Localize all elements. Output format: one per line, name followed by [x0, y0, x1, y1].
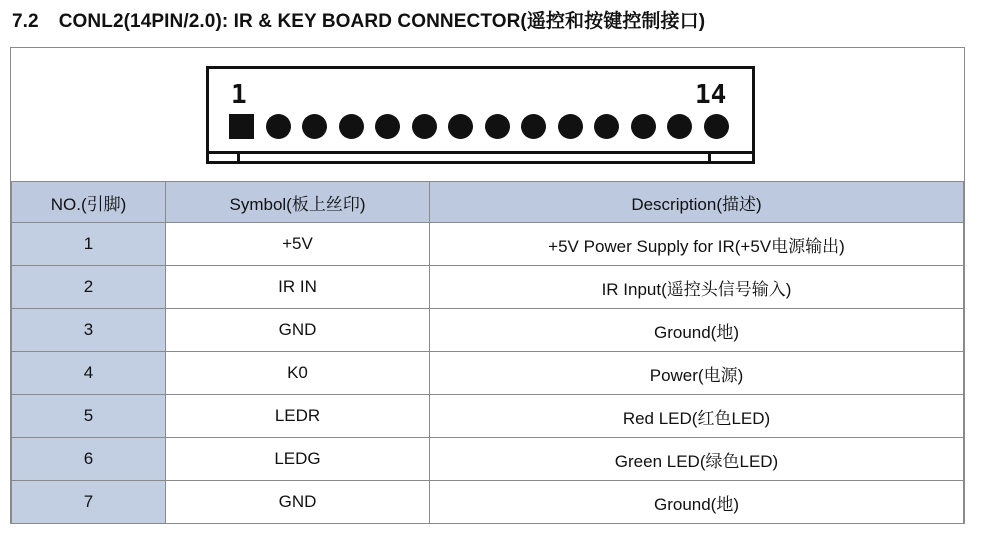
section-number: 7.2 [12, 11, 39, 32]
pin-round-pad [558, 114, 583, 139]
table-row [12, 352, 964, 395]
connector-housing [206, 66, 755, 162]
description-cell: IR Input(遥控头信号输入) [430, 266, 964, 309]
pin-round-pad [302, 114, 327, 139]
pin-round-pad [521, 114, 546, 139]
connector-base [206, 151, 755, 164]
pin-round-pad [412, 114, 437, 139]
pin-number-cell: 2 [12, 266, 166, 309]
description-cell: +5V Power Supply for IR(+5V电源输出) [430, 223, 964, 266]
pin-number-cell: 5 [12, 395, 166, 438]
connector-figure-frame [10, 47, 965, 524]
pin-round-pad [485, 114, 510, 139]
header-description: Description(描述) [430, 182, 964, 223]
pin-round-pad [594, 114, 619, 139]
symbol-cell: K0 [166, 352, 430, 395]
header-no: NO.(引脚) [12, 182, 166, 223]
pin-14-label: 14 [695, 80, 727, 110]
pin-round-pad [704, 114, 729, 139]
description-cell: Power(电源) [430, 352, 964, 395]
connector-key-left [237, 154, 240, 164]
table-row [12, 309, 964, 352]
pin-round-pad [667, 114, 692, 139]
pin-number-cell: 3 [12, 309, 166, 352]
table-row [12, 223, 964, 266]
symbol-cell: GND [166, 481, 430, 524]
symbol-cell: LEDG [166, 438, 430, 481]
symbol-cell: GND [166, 309, 430, 352]
description-cell: Ground(地) [430, 309, 964, 352]
connector-key-right [708, 154, 711, 164]
pin-round-pad [375, 114, 400, 139]
table-row [12, 266, 964, 309]
section-title: CONL2(14PIN/2.0): IR & KEY BOARD CONNECTOR(遥控和按键控制接口) [58, 11, 706, 32]
section-heading [12, 6, 705, 33]
description-cell: Green LED(绿色LED) [430, 438, 964, 481]
table-header-row [12, 182, 964, 223]
pinout-table [11, 181, 964, 524]
pin-round-pad [631, 114, 656, 139]
table-row [12, 481, 964, 524]
pin-round-pad [448, 114, 473, 139]
symbol-cell: IR IN [166, 266, 430, 309]
pin-number-cell: 6 [12, 438, 166, 481]
pin-1-square-pad [229, 114, 254, 139]
pin-number-cell: 1 [12, 223, 166, 266]
table-row [12, 438, 964, 481]
connector-diagram [11, 48, 964, 182]
description-cell: Red LED(红色LED) [430, 395, 964, 438]
symbol-cell: LEDR [166, 395, 430, 438]
symbol-cell: +5V [166, 223, 430, 266]
header-symbol: Symbol(板上丝印) [166, 182, 430, 223]
pin-number-cell: 7 [12, 481, 166, 524]
pin-round-pad [266, 114, 291, 139]
description-cell: Ground(地) [430, 481, 964, 524]
pin-round-pad [339, 114, 364, 139]
pin-number-cell: 4 [12, 352, 166, 395]
pin-1-label: 1 [231, 80, 247, 110]
table-row [12, 395, 964, 438]
